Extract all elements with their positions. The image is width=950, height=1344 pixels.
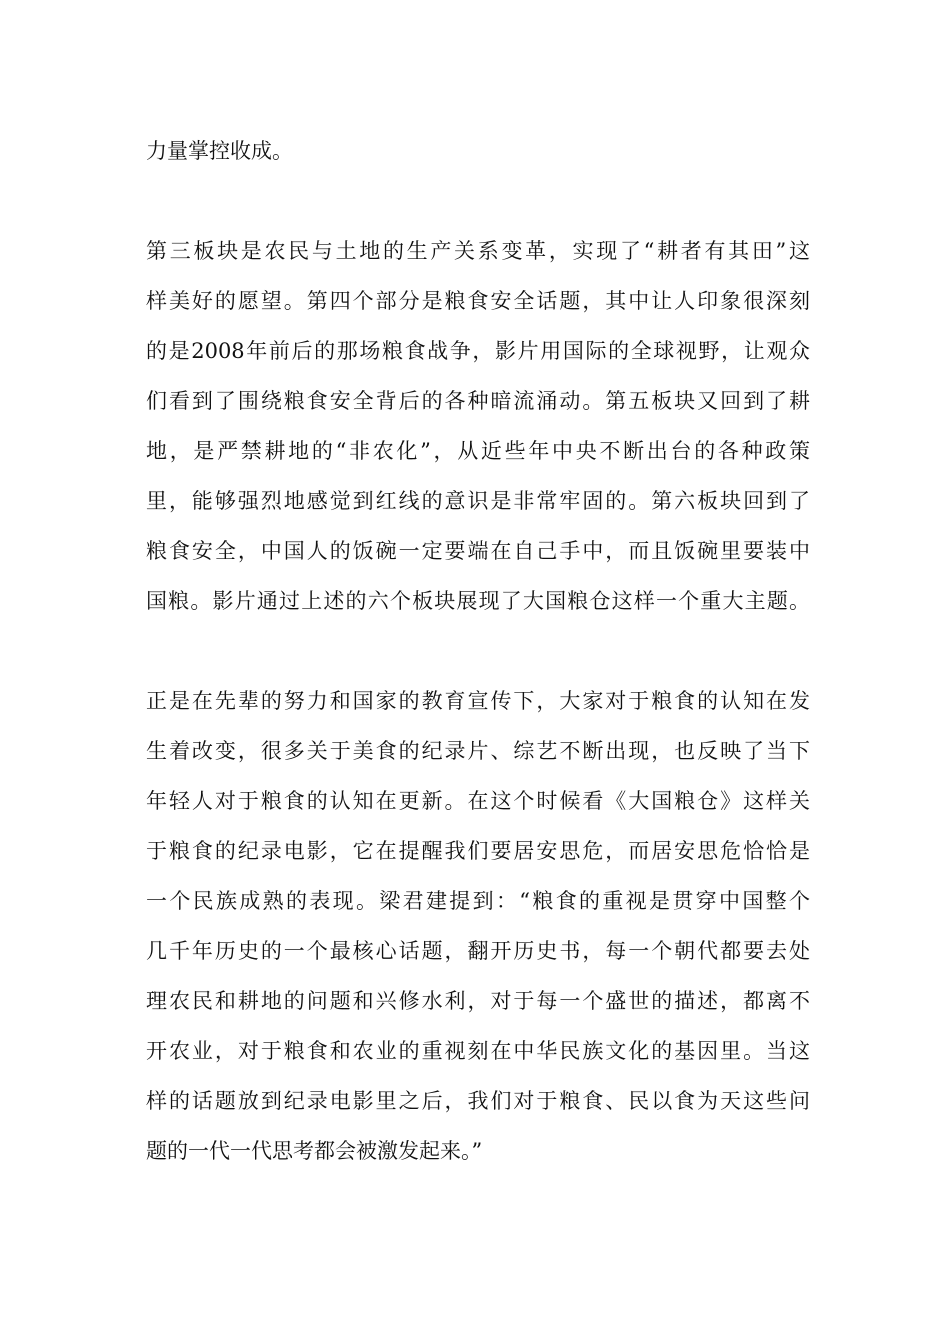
text-line: 第三板块是农民与土地的生产关系变革，实现了“耕者有其田”这 — [146, 239, 810, 263]
text-line: 题的一代一代思考都会被激发起来。” — [146, 1139, 483, 1163]
text-line: 样美好的愿望。第四个部分是粮食安全话题，其中让人印象很深刻 — [146, 289, 810, 313]
text-line: 一个民族成熟的表现。梁君建提到：“粮食的重视是贯穿中国整个 — [146, 889, 810, 913]
text-line: 正是在先辈的努力和国家的教育宣传下，大家对于粮食的认知在发 — [146, 689, 810, 713]
text-line: 力量掌控收成。 — [146, 139, 293, 163]
text-line: 生着改变，很多关于美食的纪录片、综艺不断出现，也反映了当下 — [146, 739, 810, 763]
text-line: 里，能够强烈地感觉到红线的意识是非常牢固的。第六板块回到了 — [146, 489, 810, 513]
text-line: 于粮食的纪录电影，它在提醒我们要居安思危，而居安思危恰恰是 — [146, 839, 810, 863]
text-line: 们看到了围绕粮食安全背后的各种暗流涌动。第五板块又回到了耕 — [146, 389, 810, 413]
text-line: 开农业，对于粮食和农业的重视刻在中华民族文化的基因里。当这 — [146, 1039, 810, 1063]
text-line: 几千年历史的一个最核心话题，翻开历史书，每一个朝代都要去处 — [146, 939, 810, 963]
text-line: 粮食安全，中国人的饭碗一定要端在自己手中，而且饭碗里要装中 — [146, 539, 810, 563]
text-line: 地，是严禁耕地的“非农化”，从近些年中央不断出台的各种政策 — [146, 439, 810, 463]
text-line: 样的话题放到纪录电影里之后，我们对于粮食、民以食为天这些问 — [146, 1089, 810, 1113]
text-line: 的是2008年前后的那场粮食战争，影片用国际的全球视野，让观众 — [146, 339, 810, 363]
text-line: 国粮。影片通过上述的六个板块展现了大国粮仓这样一个重大主题。 — [146, 589, 810, 613]
text-line: 年轻人对于粮食的认知在更新。在这个时候看《大国粮仓》这样关 — [146, 789, 810, 813]
text-line: 理农民和耕地的问题和兴修水利，对于每一个盛世的描述，都离不 — [146, 989, 810, 1013]
